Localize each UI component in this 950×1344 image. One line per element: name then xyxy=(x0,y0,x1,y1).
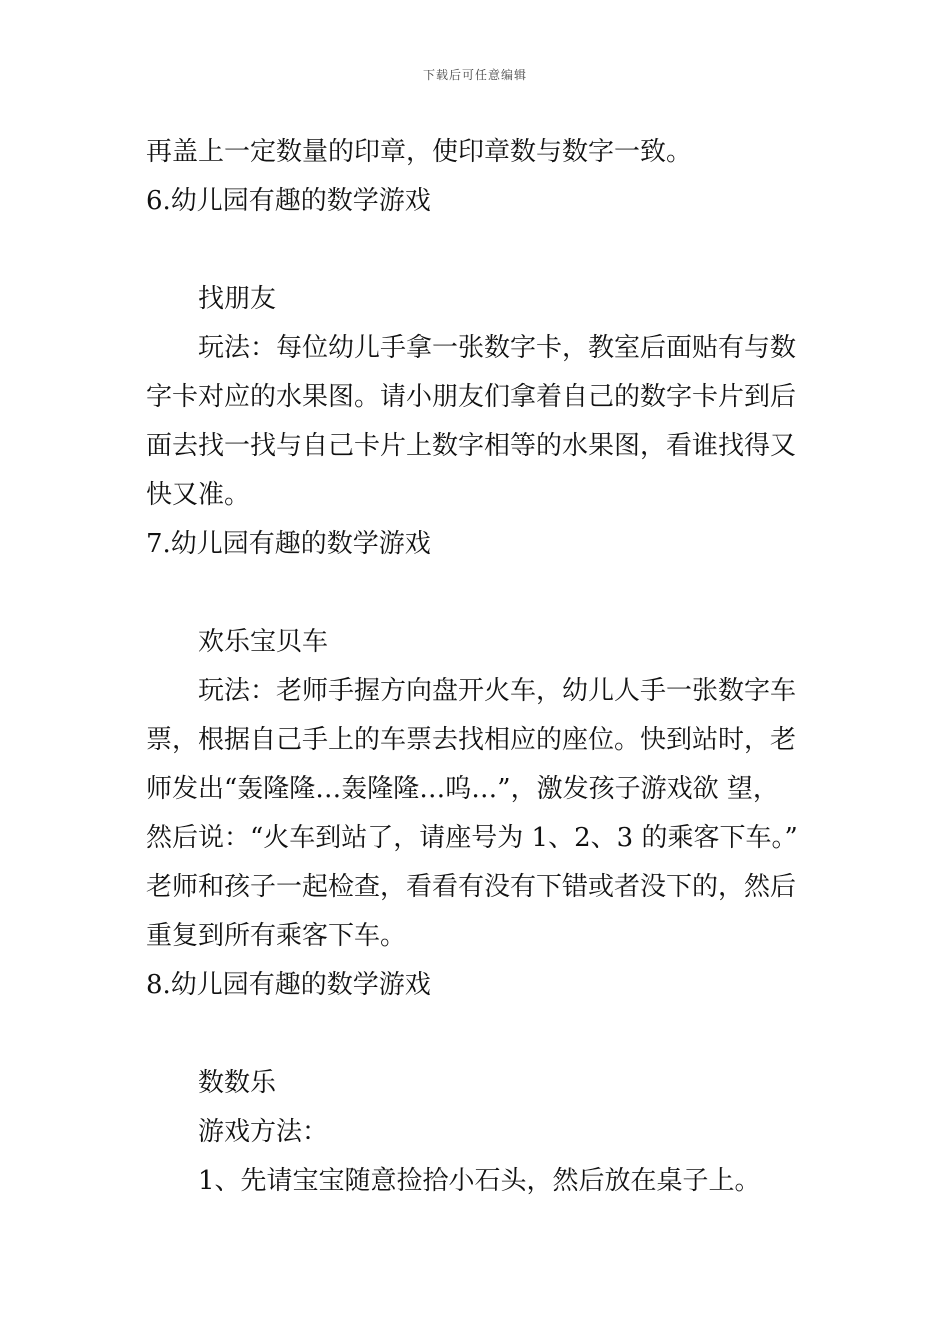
paragraph-line: 字卡对应的水果图。请小朋友们拿着自己的数字卡片到后 xyxy=(146,382,797,412)
step-item: 1、先请宝宝随意捡拾小石头，然后放在桌子上。 xyxy=(198,1166,761,1196)
paragraph-line: 玩法：每位幼儿手拿一张数字卡，教室后面贴有与数 xyxy=(198,333,797,363)
spacer xyxy=(146,226,806,275)
paragraph-line: 师发出“轰隆隆…轰隆隆…呜…”，激发孩子游戏欲 望， xyxy=(146,774,779,804)
spacer xyxy=(146,1010,806,1059)
game-title-happy-car: 欢乐宝贝车 xyxy=(198,627,329,657)
document-body xyxy=(146,128,806,1206)
section-heading-8: 8.幼儿园有趣的数学游戏 xyxy=(146,970,431,1000)
section-heading-7: 7.幼儿园有趣的数学游戏 xyxy=(146,529,431,559)
section-heading-6: 6.幼儿园有趣的数学游戏 xyxy=(146,186,431,216)
paragraph-line: 再盖上一定数量的印章，使印章数与数字一致。 xyxy=(146,137,693,167)
paragraph-line: 快又准。 xyxy=(146,480,251,510)
paragraph-line: 然后说：“火车到站了，请座号为 1、2、3 的乘客下车。” xyxy=(146,823,798,853)
game-title-find-friends: 找朋友 xyxy=(198,284,277,314)
game-title-counting-fun: 数数乐 xyxy=(198,1068,277,1098)
paragraph-line: 老师和孩子一起检查，看看有没有下错或者没下的，然后 xyxy=(146,872,797,902)
method-label: 游戏方法： xyxy=(198,1117,329,1147)
page-header-note: 下载后可任意编辑 xyxy=(422,68,527,82)
spacer xyxy=(146,569,806,618)
paragraph-line: 重复到所有乘客下车。 xyxy=(146,921,407,951)
paragraph-line: 玩法：老师手握方向盘开火车，幼儿人手一张数字车 xyxy=(198,676,797,706)
paragraph-line: 面去找一找与自己卡片上数字相等的水果图，看谁找得又 xyxy=(146,431,797,461)
paragraph-line: 票，根据自己手上的车票去找相应的座位。快到站时，老 xyxy=(146,725,797,755)
